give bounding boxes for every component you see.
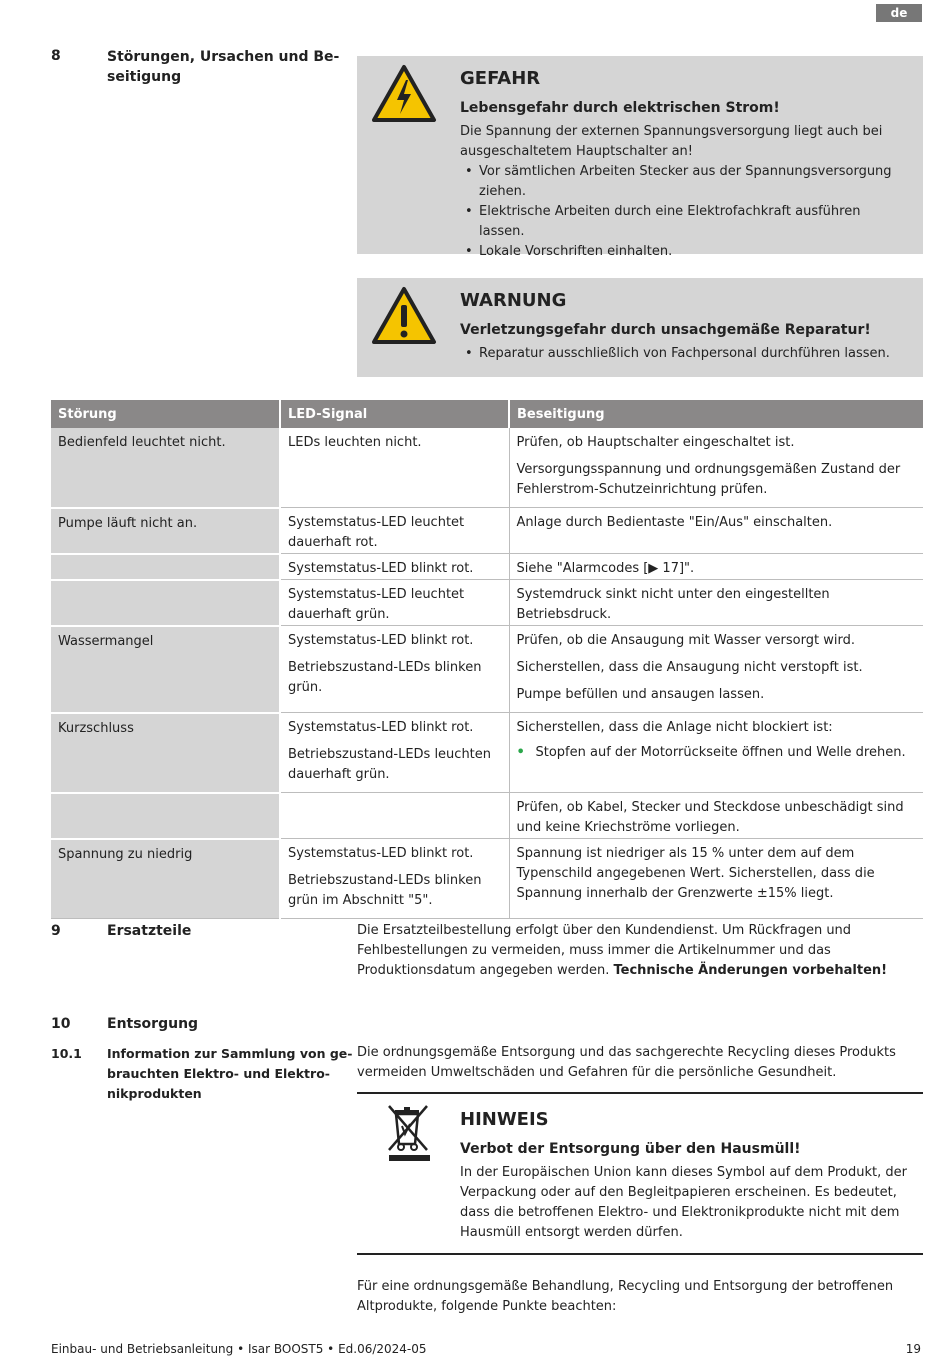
warning-list [460, 344, 903, 364]
remedy-text: Prüfen, ob Kabel, Stecker und Steckdose unbeschädigt sind und keine Kriechströme vorliegen. [516, 800, 904, 835]
cell-remedy [509, 508, 923, 554]
cell-led [280, 428, 509, 508]
section-9-text-bold: Technische Änderungen vorbehalten! [613, 963, 888, 978]
cell-fault: Kurzschluss [51, 713, 280, 793]
cell-led [280, 839, 509, 919]
cell-remedy [509, 554, 923, 580]
remedy-text: Sicherstellen, dass die Anlage nicht blockiert ist: [516, 720, 833, 735]
cell-fault: Spannung zu niedrig [51, 839, 280, 919]
led-text: LEDs leuchten nicht. [288, 435, 422, 450]
section-8-title-line2: seitigung [107, 69, 182, 85]
led-text: Systemstatus-LED blinkt rot. [288, 561, 474, 576]
electric-hazard-icon [371, 64, 437, 128]
section-10-number: 10 [51, 1016, 71, 1032]
remedy-text: Anlage durch Bedientaste "Ein/Aus" einschalten. [516, 515, 833, 530]
remedy-text: Siehe "Alarmcodes [▶ 17]". [516, 561, 695, 576]
cell-fault [51, 554, 280, 580]
notice-text: In der Europäischen Union kann dieses Symbol auf dem Produkt, der Verpackung oder auf den Begleitpapieren erscheinen. Es bedeutet, dass die betroffenen Elektro- und Elektronikprodukte nicht mit dem Hausmüll entsorgt werden dürfen. [460, 1165, 907, 1240]
footer-document-info: Einbau- und Betriebsanleitung • Isar BOOST5 • Ed.06/2024-05 [51, 1342, 427, 1356]
section-9-number: 9 [51, 923, 61, 939]
section-10-1-title-line: Information zur Sammlung von ge- [107, 1046, 353, 1061]
danger-list-item: • Vor sämtlichen Arbeiten Stecker aus der Spannungsversorgung ziehen. [460, 162, 903, 202]
table-row [51, 839, 923, 919]
cell-led [280, 793, 509, 839]
cell-fault: Pumpe läuft nicht an. [51, 508, 280, 554]
cell-fault: Wassermangel [51, 626, 280, 713]
led-text: Systemstatus-LED blinkt rot. [288, 846, 474, 861]
remedy-text: Prüfen, ob Hauptschalter eingeschaltet ist. [516, 435, 795, 450]
warning-body [460, 290, 903, 364]
cell-remedy [509, 839, 923, 919]
table-row [51, 713, 923, 793]
table-row [51, 793, 923, 839]
section-9-text-regular: Die Ersatzteilbestellung erfolgt über den Kundendienst. Um Rückfragen und Fehlbestellungen zu vermeiden, muss immer die Artikelnummer und das Produktionsdatum angegeben werden. [357, 923, 852, 978]
warning-triangle-icon [371, 286, 437, 350]
closing-text: Für eine ordnungsgemäße Behandlung, Recycling und Entsorgung der betroffenen Altprodukte, folgende Punkte beachten: [357, 1279, 894, 1314]
cell-led [280, 626, 509, 713]
section-10-1-text: Die ordnungsgemäße Entsorgung und das sachgerechte Recycling dieses Produkts vermeiden Umweltschäden und Gefahren für die persönliche Gesundheit. [357, 1045, 896, 1080]
led-text: Systemstatus-LED blinkt rot. [288, 720, 474, 735]
section-10-1-title-line: nikprodukten [107, 1086, 202, 1101]
cell-remedy [509, 428, 923, 508]
header-fault: Störung [51, 400, 280, 428]
remedy-text: Pumpe befüllen und ansaugen lassen. [516, 687, 765, 702]
notice-callout [357, 1092, 923, 1255]
danger-heading: GEFAHR [460, 68, 541, 89]
cell-remedy [509, 580, 923, 626]
warning-callout [357, 278, 923, 377]
remedy-text: Spannung ist niedriger als 15 % unter dem auf dem Typenschild angegebenen Wert. Sicherstellen, dass die Spannung innerhalb der Grenzwerte ±15% liegt. [516, 846, 875, 901]
table-row [51, 580, 923, 626]
led-text: Systemstatus-LED leuchtet dauerhaft rot. [288, 515, 465, 550]
section-8-title-line1: Störungen, Ursachen und Be- [107, 49, 340, 65]
fault-table [51, 400, 923, 919]
cell-remedy [509, 713, 923, 793]
cell-led [280, 508, 509, 554]
table-row [51, 428, 923, 508]
crossed-out-bin-icon [387, 1104, 433, 1166]
section-9-text [357, 921, 923, 981]
led-text: Betriebszustand-LEDs leuchten dauerhaft grün. [288, 747, 492, 782]
section-10-title: Entsorgung [107, 1016, 199, 1032]
remedy-text: Sicherstellen, dass die Ansaugung nicht verstopft ist. [516, 660, 863, 675]
header-remedy: Beseitigung [509, 400, 923, 428]
warning-subheading: Verletzungsgefahr durch unsachgemäße Reparatur! [460, 322, 871, 338]
section-10-1-title-line: brauchten Elektro- und Elektro- [107, 1066, 330, 1081]
section-8-number: 8 [51, 48, 61, 64]
danger-text: Die Spannung der externen Spannungsversorgung liegt auch bei ausgeschaltetem Hauptschalter an! [460, 124, 883, 159]
table-row [51, 508, 923, 554]
led-text: Betriebszustand-LEDs blinken grün im Abschnitt "5". [288, 873, 482, 908]
danger-callout [357, 56, 923, 259]
remedy-text: Prüfen, ob die Ansaugung mit Wasser versorgt wird. [516, 633, 855, 648]
notice-subheading: Verbot der Entsorgung über den Hausmüll! [460, 1141, 801, 1157]
cell-fault: Bedienfeld leuchtet nicht. [51, 428, 280, 508]
danger-list-item: • Lokale Vorschriften einhalten. [460, 242, 903, 262]
danger-list [460, 162, 903, 262]
language-tag: de [876, 4, 922, 22]
danger-list-item: • Elektrische Arbeiten durch eine Elektrofachkraft ausführen lassen. [460, 202, 903, 242]
notice-heading: HINWEIS [460, 1109, 549, 1130]
danger-body [460, 68, 903, 262]
led-text: Betriebszustand-LEDs blinken grün. [288, 660, 482, 695]
footer-page-number: 19 [905, 1342, 921, 1356]
remedy-text: Systemdruck sinkt nicht unter den eingestellten Betriebsdruck. [516, 587, 830, 622]
table-header-row [51, 400, 923, 428]
led-text: Systemstatus-LED blinkt rot. [288, 633, 474, 648]
led-text: Systemstatus-LED leuchtet dauerhaft grün. [288, 587, 465, 622]
remedy-text: Versorgungsspannung und ordnungsgemäßen Zustand der Fehlerstrom-Schutzeinrichtung prüfen. [516, 462, 901, 497]
header-led-signal: LED-Signal [280, 400, 509, 428]
notice-body [460, 1109, 913, 1243]
table-row [51, 554, 923, 580]
warning-list-item: • Reparatur ausschließlich von Fachpersonal durchführen lassen. [460, 344, 903, 364]
section-10-1-number: 10.1 [51, 1046, 82, 1061]
danger-subheading: Lebensgefahr durch elektrischen Strom! [460, 100, 780, 116]
cell-remedy [509, 793, 923, 839]
cell-remedy [509, 626, 923, 713]
cell-fault [51, 580, 280, 626]
table-row [51, 626, 923, 713]
warning-heading: WARNUNG [460, 290, 567, 311]
section-10-1-title [107, 1044, 352, 1104]
cell-led [280, 554, 509, 580]
cell-led [280, 713, 509, 793]
remedy-bullet: • Stopfen auf der Motorrückseite öffnen und Welle drehen. [517, 743, 917, 763]
section-9-title: Ersatzteile [107, 923, 192, 939]
cell-led [280, 580, 509, 626]
section-8-title [107, 47, 339, 87]
cell-fault [51, 793, 280, 839]
